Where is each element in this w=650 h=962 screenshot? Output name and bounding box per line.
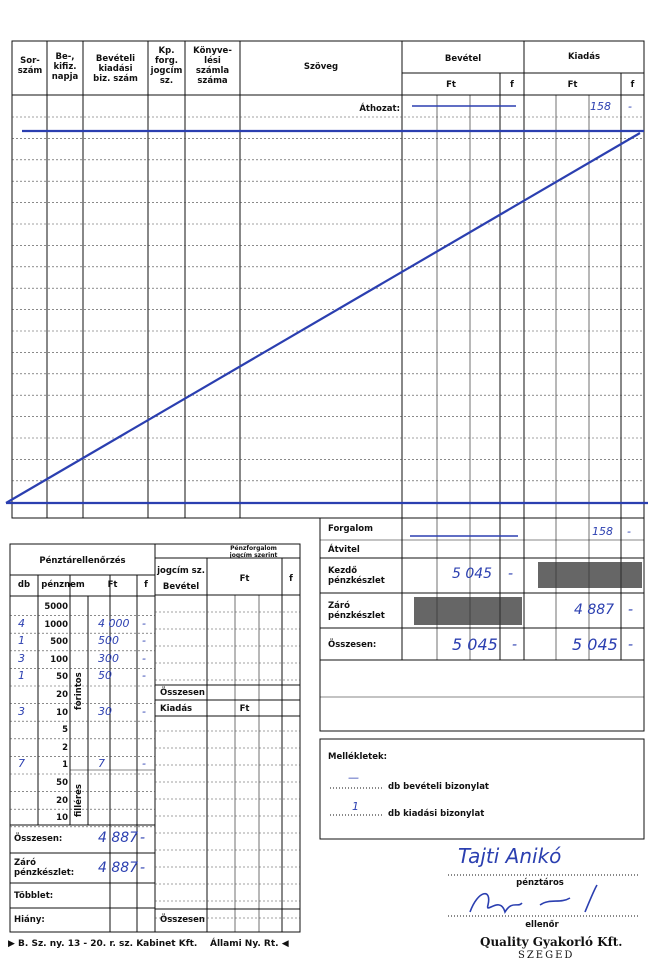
company-stamp-line1: Quality Gyakorló Kft. [480,935,623,949]
cash-row-ft: 4 000 [98,616,130,630]
cash-osszesen-label: Összesen: [14,834,63,844]
cash-col-f: f [144,580,148,590]
header-sorszam: Sor- szám [17,56,43,76]
cash-row-den: 10 [56,707,68,718]
header-kiad-f: f [630,80,635,90]
penztaros-label: pénztáros [516,878,564,888]
header-bevkiad: Bevételi kiadási biz. szám [93,54,138,84]
cash-hiany-label: Hiány: [14,915,45,925]
cash-row-ft: 30 [98,704,112,718]
cash-row-ft: 300 [98,651,119,665]
cash-tobblet-label: Többlet: [14,891,54,901]
atvitel-label: Átvitel [328,545,360,555]
zaro-kiadas-f: - [628,602,634,618]
cash-col-db: db [17,580,31,590]
cash-zaro-label: Záró pénzkészlet: [14,858,75,878]
attachments-title: Mellékletek: [328,752,388,762]
forgalom-kiadas-ft: 158 [592,525,613,538]
jogcim-title: Pénzforgalom jogcím szerint [229,545,278,559]
forgalom-kiadas-f: - [627,525,631,538]
jogcim-ft2: Ft [239,704,250,714]
header-konyv: Könyve- lési számla száma [193,46,232,86]
cash-row-f: - [142,704,146,718]
ellenor-label: ellenőr [525,920,559,930]
cash-row-den: 2 [62,742,68,753]
cash-col-ft: Ft [107,580,118,590]
cash-row-den: 50 [56,778,68,788]
header-kpforg: Kp. forg. jogcím sz. [150,46,183,86]
cash-row-ft: 500 [98,634,119,648]
cash-row-den: 500 [50,637,68,648]
cash-row-db: 7 [18,757,25,771]
cash-row-den: 1 [62,760,68,771]
forgalom-label: Forgalom [328,524,373,534]
forintos-label: forintos [74,672,84,710]
jogcim-osszesen2: Összesen [160,915,205,925]
osszesen-bevetel-f: - [512,637,518,653]
attachments-kiad-label: db kiadási bizonylat [388,809,485,819]
jogcim-kiadas: Kiadás [160,704,193,714]
cash-row-f: - [142,669,146,683]
header-kiad-ft: Ft [567,80,578,90]
attachments-bev-count: — [348,771,359,784]
osszesen-bevetel-ft: 5 045 [452,635,498,654]
cancellation-lines [6,106,648,536]
athozat-kiadas-ft: 158 [590,100,611,113]
cash-row-ft: 7 [98,757,105,771]
cash-row-den: 1000 [44,619,68,630]
cash-row-den: 20 [56,795,68,806]
cash-zaro-f: - [140,860,146,876]
kezdo-bevetel-f: - [508,566,514,582]
zaro-label: Záró pénzkészlet [328,601,385,621]
osszesen-kiadas-f: - [628,637,634,653]
cash-row-f: - [142,634,146,648]
header-bev-f: f [510,80,514,90]
header-kiadas: Kiadás [567,52,601,62]
penztaros-signature: Tajti Anikó [458,844,562,868]
cash-row-den: 5 [62,725,68,736]
cash-row-ft: 50 [98,669,112,683]
cash-row-den: 100 [50,654,68,665]
cash-osszesen-f: - [140,830,146,846]
zaro-kiadas-ft: 4 887 [574,602,615,618]
cash-row-f: - [142,616,146,630]
cash-osszesen-ft: 4 887 [98,830,139,846]
attachments-bev-label: db bevételi bizonylat [388,782,489,792]
cash-row-den: 50 [56,672,68,683]
osszesen-label: Összesen: [328,640,377,650]
footer-left: ▶ B. Sz. ny. 13 - 20. r. sz. Kabinet Kft. [8,939,198,949]
footer-right: Állami Ny. Rt. ◀ [210,939,289,949]
jogcim-osszesen1: Összesen [160,688,205,698]
header-bevetel: Bevétel [444,54,482,64]
attachments-kiad-count: 1 [352,800,359,813]
cash-row-db: 1 [18,634,25,648]
cash-row-den: 5000 [44,602,68,612]
cash-row-den: 10 [56,813,68,824]
cash-row-db: 3 [18,704,25,718]
cash-row-f: - [142,651,146,665]
cash-check-title: Pénztárellenőrzés [39,556,126,566]
athozat-kiadas-f: - [628,100,632,113]
cash-zaro-ft: 4 887 [98,860,139,876]
cash-row-den: 20 [56,690,68,700]
cash-row-db: 4 [18,616,25,630]
cash-row-db: 3 [18,651,25,665]
kezdo-label: Kezdő pénzkészlet [328,566,385,586]
cash-row-db: 1 [18,669,25,683]
filleres-label: filléres [74,784,84,817]
jogcim-bevetel: Bevétel [162,582,200,592]
osszesen-kiadas-ft: 5 045 [572,635,618,654]
kezdo-bevetel-ft: 5 045 [452,566,493,582]
athozat-label: Áthozat: [359,104,400,114]
header-bev-ft: Ft [446,80,456,90]
jogcim-sz: jogcím sz. [157,566,205,576]
company-stamp-line2: SZEGED [518,950,575,961]
cash-row-f: - [142,757,146,771]
jogcim-ft: Ft [239,574,250,584]
cash-col-penznem: pénznem [41,580,85,590]
header-bekifiz: Be-, kifiz. napja [51,52,79,82]
jogcim-f: f [289,574,293,584]
header-szoveg: Szöveg [303,62,339,72]
